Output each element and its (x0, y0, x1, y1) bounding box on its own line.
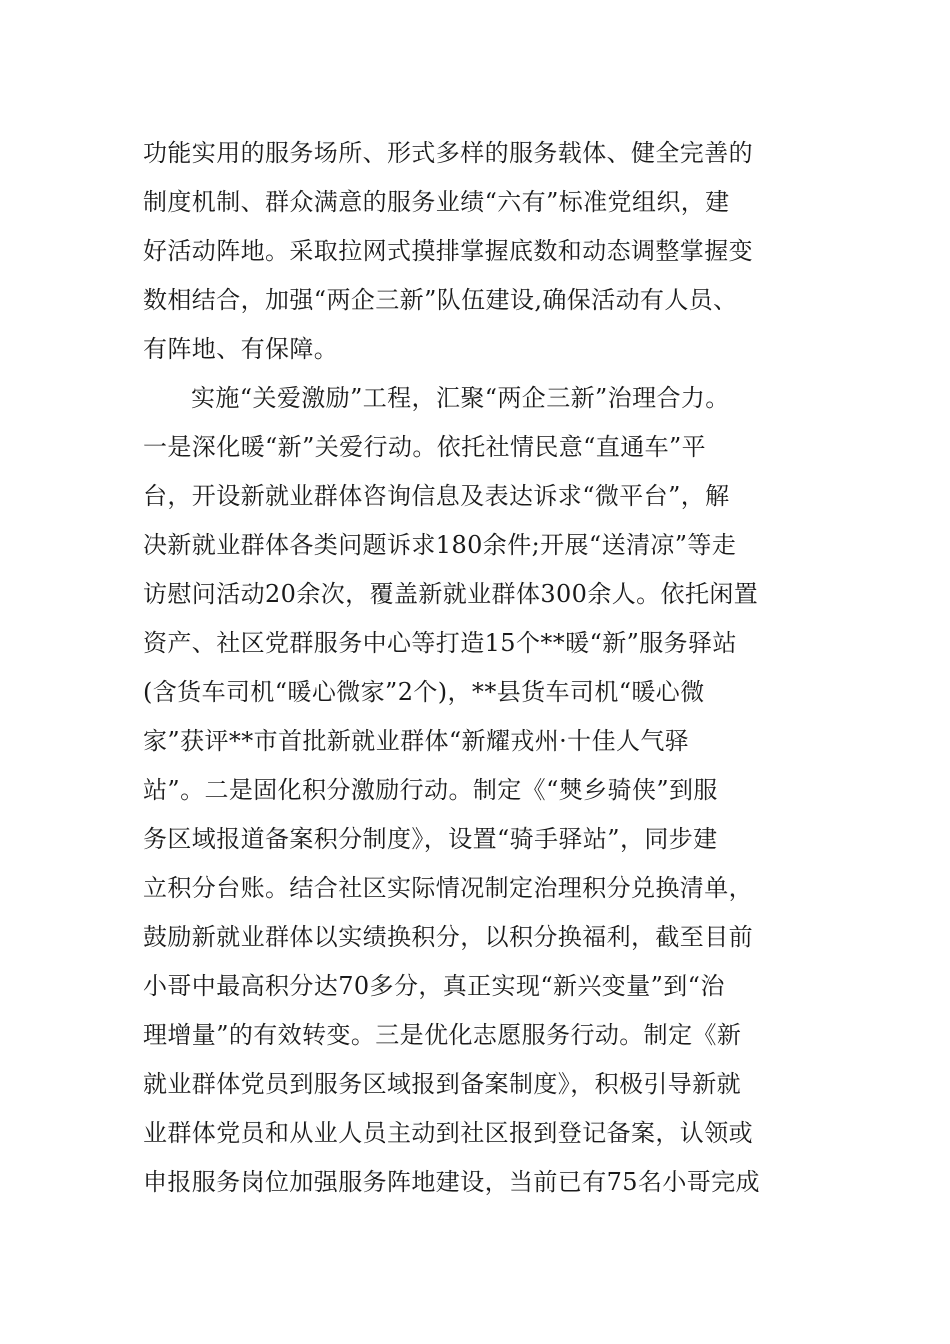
text-line: 有阵地、有保障。 (143, 335, 339, 363)
text-line: 功能实用的服务场所、形式多样的服务载体、健全完善的 (143, 139, 753, 167)
text-line: 家”获评**市首批新就业群体“新耀戎州·十佳人气驿 (143, 727, 690, 755)
text-line: 资产、社区党群服务中心等打造15个**暖“新”服务驿站 (143, 629, 737, 657)
text-line: 立积分台账。结合社区实际情况制定治理积分兑换清单， (143, 874, 753, 902)
text-line: 数相结合，加强“两企三新”队伍建设,确保活动有人员、 (143, 286, 738, 314)
text-line: 理增量”的有效转变。三是优化志愿服务行动。制定《新 (143, 1021, 742, 1049)
text-line: 一是深化暖“新”关爱行动。依托社情民意“直通车”平 (143, 433, 707, 461)
text-line: (含货车司机“暖心微家”2个)，**县货车司机“暖心微 (143, 678, 705, 706)
text-line: 业群体党员和从业人员主动到社区报到登记备案，认领或 (143, 1119, 753, 1147)
paragraph-1 (143, 129, 843, 374)
text-line: 小哥中最高积分达70多分，真正实现“新兴变量”到“治 (143, 972, 725, 1000)
text-line: 决新就业群体各类问题诉求180余件;开展“送清凉”等走 (143, 531, 737, 559)
text-line: 实施“关爱激励”工程，汇聚“两企三新”治理合力。 (191, 384, 730, 412)
text-line: 台，开设新就业群体咨询信息及表达诉求“微平台”，解 (143, 482, 730, 510)
text-line: 访慰问活动20余次，覆盖新就业群体300余人。依托闲置 (143, 580, 759, 608)
text-line: 申报服务岗位加强服务阵地建设，当前已有75名小哥完成 (143, 1168, 760, 1196)
text-line: 就业群体党员到服务区域报到备案制度》，积极引导新就 (143, 1070, 741, 1098)
text-line: 站”。二是固化积分激励行动。制定《“僰乡骑侠”到服 (143, 776, 718, 804)
paragraph-2 (143, 374, 843, 1207)
text-line: 制度机制、群众满意的服务业绩“六有”标准党组织，建 (143, 188, 730, 216)
document-body (143, 129, 843, 1207)
text-line: 好活动阵地。采取拉网式摸排掌握底数和动态调整掌握变 (143, 237, 753, 265)
text-line: 鼓励新就业群体以实绩换积分，以积分换福利，截至目前 (143, 923, 753, 951)
text-line: 务区域报道备案积分制度》，设置“骑手驿站”，同步建 (143, 825, 718, 853)
